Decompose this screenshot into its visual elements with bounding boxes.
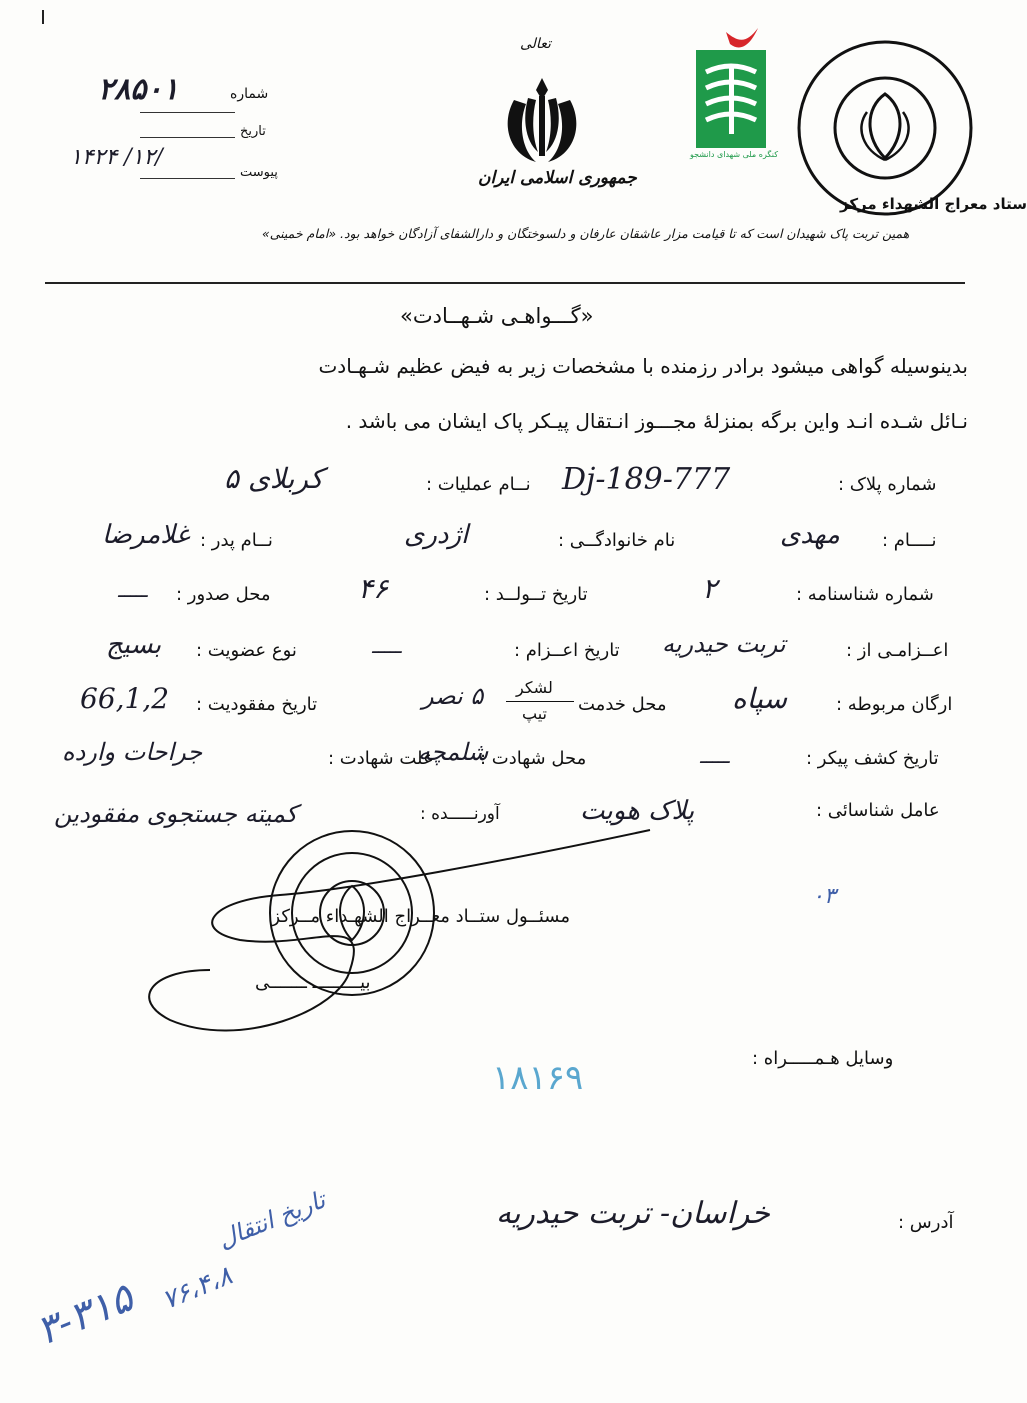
name-label: نــــام :	[882, 530, 937, 551]
motto: همین تربت پاک شهیدان است که تا قیامت مزار عاشقان عارفان و دلسوختگان و دارالشفای آزادگان خواهد بود. «امام خمینی»	[262, 226, 910, 241]
code-value: ۳-۳۱۵	[30, 1274, 140, 1355]
father-label: نــام پدر :	[200, 530, 273, 551]
number-underline	[140, 112, 235, 113]
attachment-label: پیوست	[240, 165, 278, 180]
operation-label: نــام عملیات :	[426, 474, 531, 495]
date-label: تاریخ	[240, 124, 266, 139]
dispatch-date-label: تاریخ اعــزام :	[514, 640, 620, 661]
transfer-date: ۷۶،۴،۸	[158, 1260, 237, 1316]
margin-mark	[42, 10, 44, 24]
items-label: وسایل هـمـــــراه :	[752, 1048, 894, 1069]
family-value: اژدری	[404, 520, 469, 550]
operation-value: کربلای ۵	[224, 462, 324, 495]
membership-label: نوع عضویت :	[196, 640, 297, 661]
address-value: خراسان- تربت حیدریه	[496, 1196, 770, 1231]
kongre-logo-icon	[686, 14, 786, 164]
org-value: سپاه	[732, 682, 788, 715]
birth-label: تاریخ تــولــد :	[484, 584, 588, 605]
meraj-seal-icon	[795, 38, 975, 218]
kongre-caption: کنگره ملی شهدای دانشجو	[690, 150, 778, 159]
intro-line-2: نـائل شـده انـد واین برگه بمنزلهٔ مجـــوز انـتقال پیـکر پاک ایشان می باشد .	[345, 409, 968, 433]
id-value: ۲	[702, 572, 718, 605]
tag-label: شماره پلاک :	[838, 474, 937, 495]
name-value: مهدی	[780, 520, 840, 550]
address-label: آدرس :	[898, 1212, 954, 1233]
tagline-top: تعالی	[520, 36, 551, 52]
service-fraction-line	[506, 701, 574, 702]
items-number: ۱۸۱۶۹	[492, 1058, 584, 1098]
family-label: نام خانوادگــی :	[558, 530, 676, 551]
transfer-label: تاریخ انتقال	[214, 1185, 330, 1254]
attachment-underline	[140, 178, 235, 179]
issue-label: محل صدور :	[176, 584, 271, 605]
missing-label: تاریخ مفقودیت :	[196, 694, 318, 715]
discovery-value: ـــــ	[700, 744, 730, 768]
bringer-value: کمیته جستجوی مفقودین	[54, 800, 298, 828]
missing-value: 66,1,2	[80, 682, 170, 715]
ident-value: پلاک هویت	[580, 796, 695, 826]
membership-value: بسیج	[106, 630, 162, 660]
service-value-bottom: تیپ	[522, 704, 547, 723]
emblem-caption: جمهوری اسلامی ایران	[478, 168, 637, 188]
issue-value: ـــــ	[118, 578, 148, 602]
birth-value: ۴۶	[358, 572, 389, 605]
ident-label: عامل شناسائی :	[816, 800, 940, 821]
father-value: غلامرضا	[102, 520, 190, 550]
dispatch-value: تربت حیدریه	[662, 630, 786, 658]
cause-label: علت شهادت :	[328, 748, 434, 769]
date-value: ۱۴۲۴ /۱۲/	[70, 145, 163, 170]
intro-line-1: بدینوسیله گواهی میشود برادر رزمنده با مشخصات زیر به فیض عظیم شـهـادت	[318, 354, 968, 378]
service-value-unit: ۵ نصر	[422, 682, 484, 710]
service-value-top: لشکر	[516, 678, 553, 697]
dispatch-date-value: ـــــ	[372, 634, 402, 658]
bringer-label: آورنـــــده :	[420, 804, 500, 824]
tag-value: Dj-189-777	[562, 462, 731, 497]
place-label: محل شهادت :	[480, 748, 587, 769]
date-underline	[140, 137, 235, 138]
cause-value: جراحات وارده	[62, 738, 203, 766]
discovery-label: تاریخ کشف پیکر :	[806, 748, 939, 769]
id-label: شماره شناسنامه :	[796, 584, 934, 605]
iran-emblem-icon	[492, 70, 592, 170]
header-divider	[45, 282, 965, 284]
certificate-title: «گـــواهـی شـهــادت»	[400, 304, 594, 328]
page-mark: ۰۳	[812, 884, 836, 909]
seal-text: ستاد معراج الشهداء مرکز	[840, 195, 1027, 213]
service-label: محل خدمت	[578, 694, 667, 715]
responsible-name: بیـــــــــ ـــــــی	[255, 972, 371, 993]
place-value: شلمچه	[418, 738, 489, 766]
dispatch-label: اعــزامـی از :	[846, 640, 949, 661]
number-value: ۲۸۵۰۱	[98, 72, 179, 107]
responsible-label: مسئــول ستــاد معــراج الشهـداء مــرکز	[271, 906, 570, 927]
org-label: ارگان مربوطه :	[836, 694, 953, 715]
number-label: شماره	[230, 86, 269, 102]
